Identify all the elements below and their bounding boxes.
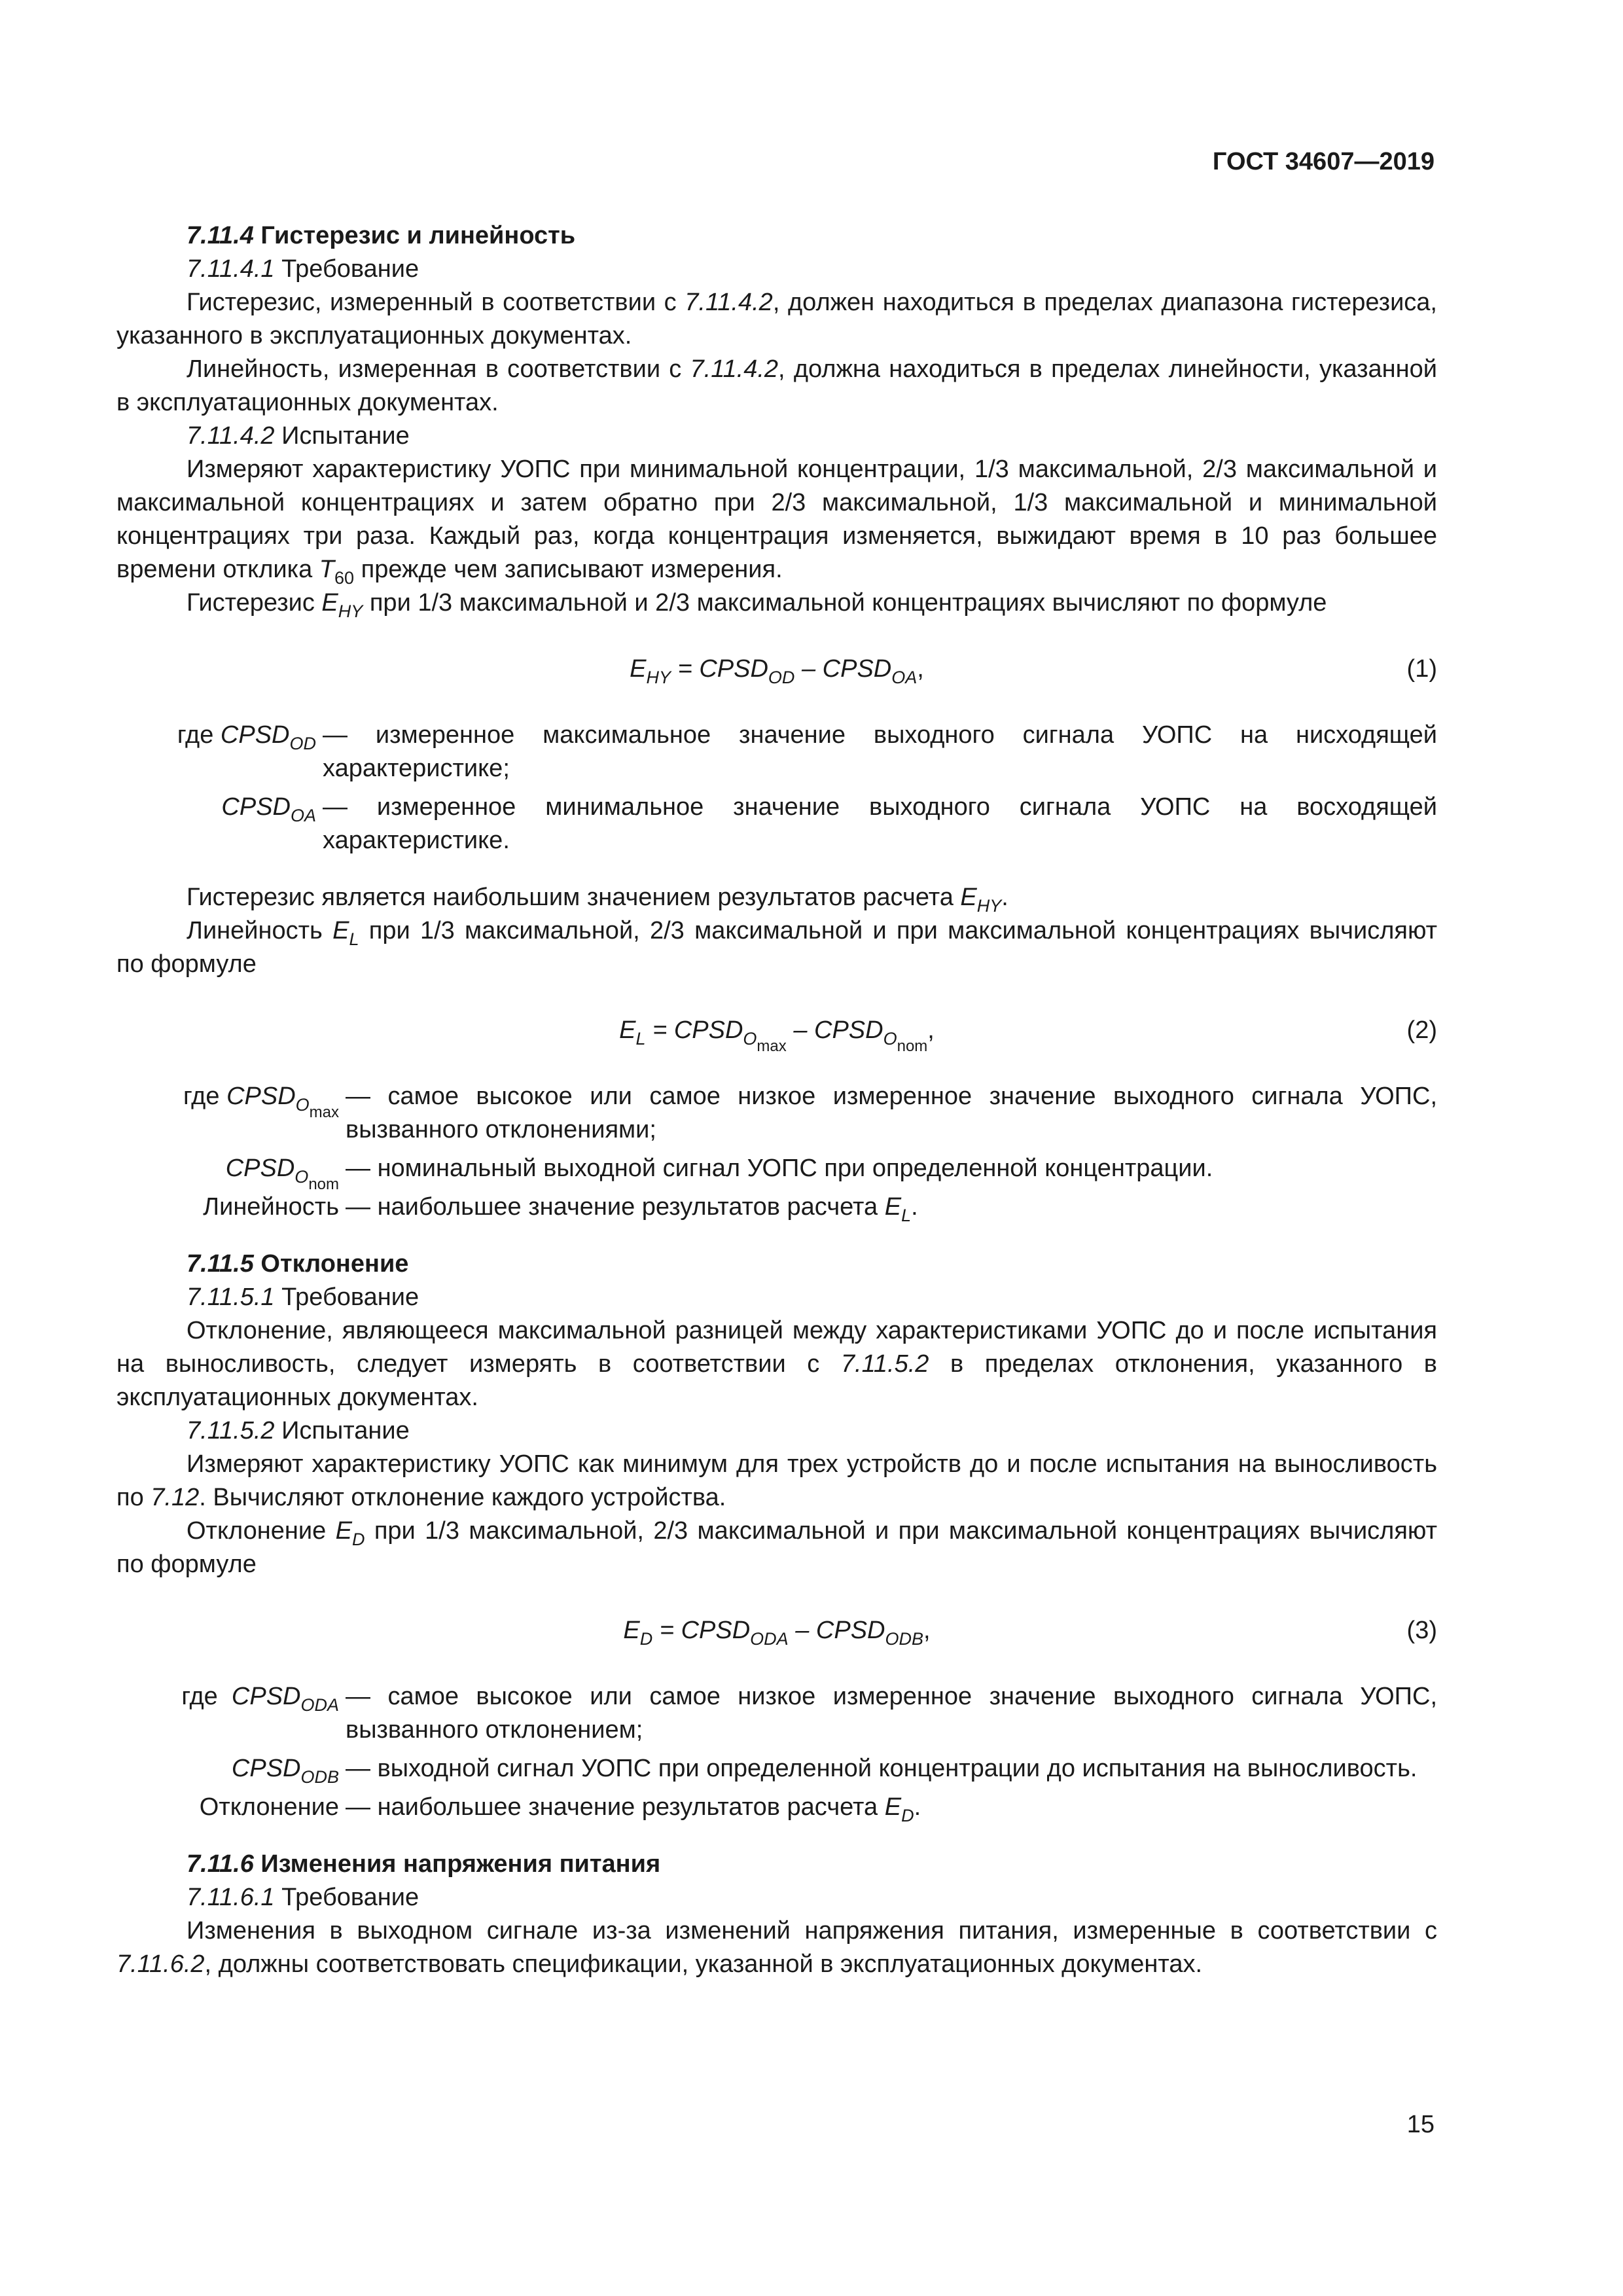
paragraph: Гистерезис является наибольшим значением результатов расчета $E_{HY}$.: [187, 884, 1008, 916]
formula-2: $E_L$ = $CPSD_{O_{max}}$ – $CPSD_{O_{nom}}$, (2): [116, 1014, 1437, 1047]
formula-number: (3): [1406, 1617, 1437, 1644]
paragraph: Линейность, измеренная в соответствии с 7.11.4.2, должна находиться в пределах линейности, указанной в эксплуатационных документах.: [116, 355, 1437, 416]
paragraph: Гистерезис $E_{HY}$ при 1/3 максимальной и 2/3 максимальной концентрациях вычисляют по формуле: [187, 589, 1327, 621]
definitions-list: [116, 1080, 1437, 1224]
page-content: [116, 219, 1437, 1981]
paragraph: Гистерезис, измеренный в соответствии с 7.11.4.2, должен находиться в пределах диапазона гистерезиса, указанного в эксплуатационных документах.: [116, 289, 1437, 350]
paragraph: Измеряют характеристику УОПС при минимальной концентрации, 1/3 максимальной, 2/3 максимальной и максимальной концентрациях и затем обратно при 2/3 максимальной, 1/3 максимальной и минимальной концентрациях три раза. Каждый раз, когда концентрация изменяется, выжидают время в 10 раз большее времени отклика $T_{60}$ прежде чем записывают измерения.: [116, 456, 1437, 588]
subsection-heading-7-11-5-2: 7.11.5.2 Испытание: [187, 1417, 410, 1444]
formula-number: (2): [1406, 1016, 1437, 1044]
definition-item: где $CPSD_{O_{max}}$ — самое высокое или самое низкое измеренное значение выходного сигнала УОПС, вызванного отклонениями;: [183, 1083, 1437, 1143]
definition-item: Отклонение — наибольшее значение результатов расчета $E_D$.: [199, 1793, 921, 1825]
formula-number: (1): [1406, 655, 1437, 683]
subsection-heading-7-11-6-1: 7.11.6.1 Требование: [187, 1884, 419, 1911]
paragraph: Измеряют характеристику УОПС как минимум для трех устройств до и после испытания на выносливость по 7.12. Вычисляют отклонение каждого устройства.: [116, 1450, 1437, 1511]
paragraph: Отклонение $E_D$ при 1/3 максимальной, 2/3 максимальной и при максимальной концентрациях вычисляют по формуле: [116, 1517, 1437, 1578]
definition-item: где $CPSD_{OD}$ — измеренное максимальное значение выходного сигнала УОПС на нисходящей характеристике;: [177, 721, 1438, 782]
definitions-list: [116, 1680, 1437, 1824]
definition-item: $CPSD_{OA}$ — измеренное минимальное значение выходного сигнала УОПС на восходящей характеристике.: [221, 793, 1437, 854]
subsection-heading-7-11-5-1: 7.11.5.1 Требование: [187, 1283, 419, 1311]
paragraph: Линейность $E_L$ при 1/3 максимальной, 2/3 максимальной и при максимальной концентрациях вычисляют по формуле: [116, 917, 1438, 978]
section-heading-7-11-5: 7.11.5 Отклонение: [187, 1250, 409, 1278]
subsection-heading-7-11-4-2: 7.11.4.2 Испытание: [187, 422, 410, 450]
section-heading-7-11-6: 7.11.6 Изменения напряжения питания: [187, 1850, 661, 1878]
section-heading-7-11-4: 7.11.4 Гистерезис и линейность: [187, 222, 576, 249]
definition-item: где $CPSD_{ODA}$ — самое высокое или самое низкое измеренное значение выходного сигнала УОПС, вызванного отклонением;: [181, 1683, 1437, 1744]
definition-item: $CPSD_{O_{nom}}$ — номинальный выходной сигнал УОПС при определенной концентрации.: [225, 1155, 1213, 1193]
paragraph: Отклонение, являющееся максимальной разницей между характеристиками УОПС до и после испытания на выносливость, следует измерять в соответствии с 7.11.5.2 в пределах отклонения, указанного в эксплуатационных документах.: [116, 1317, 1437, 1411]
formula-1: $E_{HY}$ = $CPSD_{OD}$ – $CPSD_{OA}$, (1): [116, 653, 1437, 686]
paragraph: Изменения в выходном сигнале из-за изменений напряжения питания, измеренные в соответствии с 7.11.6.2, должны соответствовать спецификации, указанной в эксплуатационных документах.: [116, 1917, 1437, 1978]
page-number: 15: [1406, 2111, 1435, 2138]
definition-item: $CPSD_{ODB}$ — выходной сигнал УОПС при определенной концентрации до испытания на выносливость.: [231, 1755, 1418, 1787]
definitions-list: [116, 719, 1437, 857]
standard-number: ГОСТ 34607—2019: [1212, 148, 1435, 175]
formula-3: $E_D$ = $CPSD_{ODA}$ – $CPSD_{ODB}$, (3): [116, 1614, 1437, 1647]
definition-item: Линейность — наибольшее значение результатов расчета $E_L$.: [203, 1193, 918, 1225]
subsection-heading-7-11-4-1: 7.11.4.1 Требование: [187, 255, 419, 283]
